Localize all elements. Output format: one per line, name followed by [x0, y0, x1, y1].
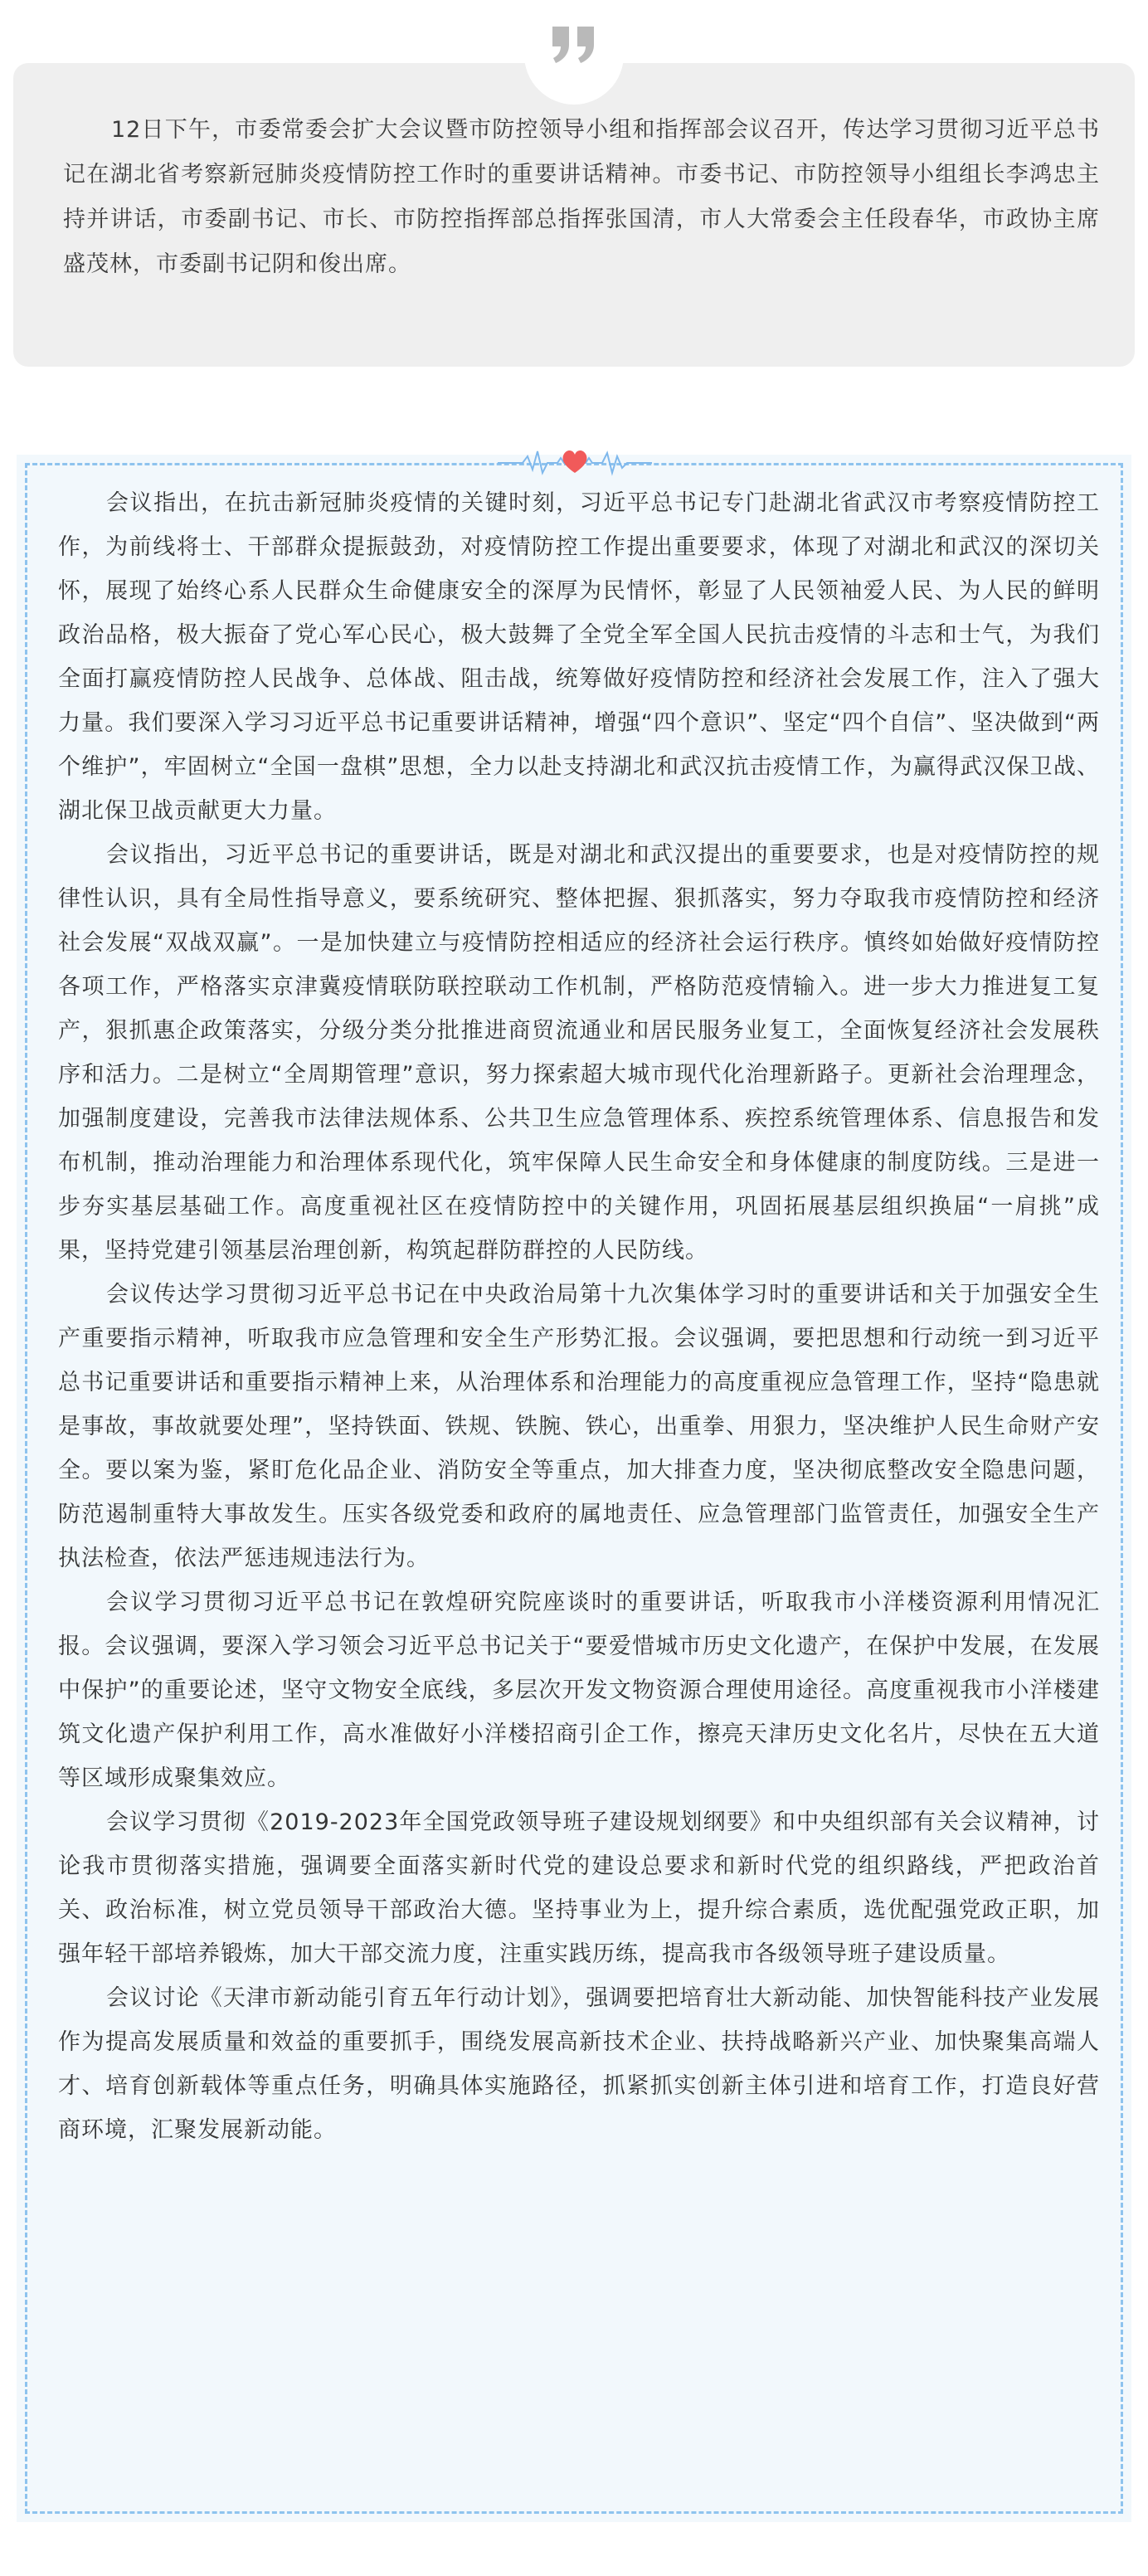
paragraph-6: 会议讨论《天津市新动能引育五年行动计划》，强调要把培育壮大新动能、加快智能科技产业发展作为提高发展质量和效益的重要抓手，围绕发展高新技术企业、扶持战略新兴产业、加快聚集高端人才、培育创新载体等重点任务，明确具体实施路径，抓紧抓实创新主体引进和培育工作，打造良好营商环境，汇聚发展新动能。 — [58, 1985, 1100, 2143]
heartbeat-heart-icon — [498, 443, 652, 480]
article-body — [58, 481, 1100, 2152]
paragraph-3: 会议传达学习贯彻习近平总书记在中央政治局第十九次集体学习时的重要讲话和关于加强安全生产重要指示精神，听取我市应急管理和安全生产形势汇报。会议强调，要把思想和行动统一到习近平总书记重要讲话和重要指示精神上来，从治理体系和治理能力的高度重视应急管理工作，坚持“隐患就是事故，事故就要处理”，坚持铁面、铁规、铁腕、铁心，出重拳、用狠力，坚决维护人民生命财产安全。要以案为鉴，紧盯危化品企业、消防安全等重点，加大排查力度，坚决彻底整改安全隐患问题，防范遏制重特大事故发生。压实各级党委和政府的属地责任、应急管理部门监管责任，加强安全生产执法检查，依法严惩违规违法行为。 — [58, 1282, 1100, 1571]
paragraph-4: 会议学习贯彻习近平总书记在敦煌研究院座谈时的重要讲话，听取我市小洋楼资源利用情况汇报。会议强调，要深入学习领会习近平总书记关于“要爱惜城市历史文化遗产，在保护中发展，在发展中保护”的重要论述，坚守文物安全底线，多层次开发文物资源合理使用途径。高度重视我市小洋楼建筑文化遗产保护利用工作，高水准做好小洋楼招商引企工作，擦亮天津历史文化名片，尽快在五大道等区域形成聚集效应。 — [58, 1590, 1100, 1791]
summary-text: 12日下午，市委常委会扩大会议暨市防控领导小组和指挥部会议召开，传达学习贯彻习近平总书记在湖北省考察新冠肺炎疫情防控工作时的重要讲话精神。市委书记、市防控领导小组组长李鸿忠主持并讲话，市委副书记、市长、市防控指挥部总指挥张国清，市人大常委会主任段春华，市政协主席盛茂林，市委副书记阴和俊出席。 — [63, 117, 1100, 277]
paragraph-2: 会议指出，习近平总书记的重要讲话，既是对湖北和武汉提出的重要要求，也是对疫情防控的规律性认识，具有全局性指导意义，要系统研究、整体把握、狠抓落实，努力夺取我市疫情防控和经济社会发展“双战双赢”。一是加快建立与疫情防控相适应的经济社会运行秩序。慎终如始做好疫情防控各项工作，严格落实京津冀疫情联防联控联动工作机制，严格防范疫情输入。进一步大力推进复工复产，狠抓惠企政策落实，分级分类分批推进商贸流通业和居民服务业复工，全面恢复经济社会发展秩序和活力。二是树立“全周期管理”意识，努力探索超大城市现代化治理新路子。更新社会治理理念，加强制度建设，完善我市法律法规体系、公共卫生应急管理体系、疾控系统管理体系、信息报告和发布机制，推动治理能力和治理体系现代化，筑牢保障人民生命安全和身体健康的制度防线。三是进一步夯实基层基础工作。高度重视社区在疫情防控中的关键作用，巩固拓展基层组织换届“一肩挑”成果，坚持党建引领基层治理创新，构筑起群防群控的人民防线。 — [58, 842, 1100, 1264]
paragraph-5: 会议学习贯彻《2019-2023年全国党政领导班子建设规划纲要》和中央组织部有关会议精神，讨论我市贯彻落实措施，强调要全面落实新时代党的建设总要求和新时代党的组织路线，严把政治首关、政治标准，树立党员领导干部政治大德。坚持事业为上，提升综合素质，选优配强党政正职，加强年轻干部培养锻炼，加大干部交流力度，注重实践历练，提高我市各级领导班子建设质量。 — [58, 1809, 1100, 1967]
paragraph-1: 会议指出，在抗击新冠肺炎疫情的关键时刻，习近平总书记专门赴湖北省武汉市考察疫情防控工作，为前线将士、干部群众提振鼓劲，对疫情防控工作提出重要要求，体现了对湖北和武汉的深切关怀，展现了始终心系人民群众生命健康安全的深厚为民情怀，彰显了人民领袖爱人民、为人民的鲜明政治品格，极大振奋了党心军心民心，极大鼓舞了全党全军全国人民抗击疫情的斗志和士气，为我们全面打赢疫情防控人民战争、总体战、阻击战，统筹做好疫情防控和经济社会发展工作，注入了强大力量。我们要深入学习习近平总书记重要讲话精神，增强“四个意识”、坚定“四个自信”、坚决做到“两个维护”，牢固树立“全国一盘棋”思想，全力以赴支持湖北和武汉抗击疫情工作，为赢得武汉保卫战、湖北保卫战贡献更大力量。 — [58, 490, 1100, 824]
quote-icon — [547, 18, 601, 71]
